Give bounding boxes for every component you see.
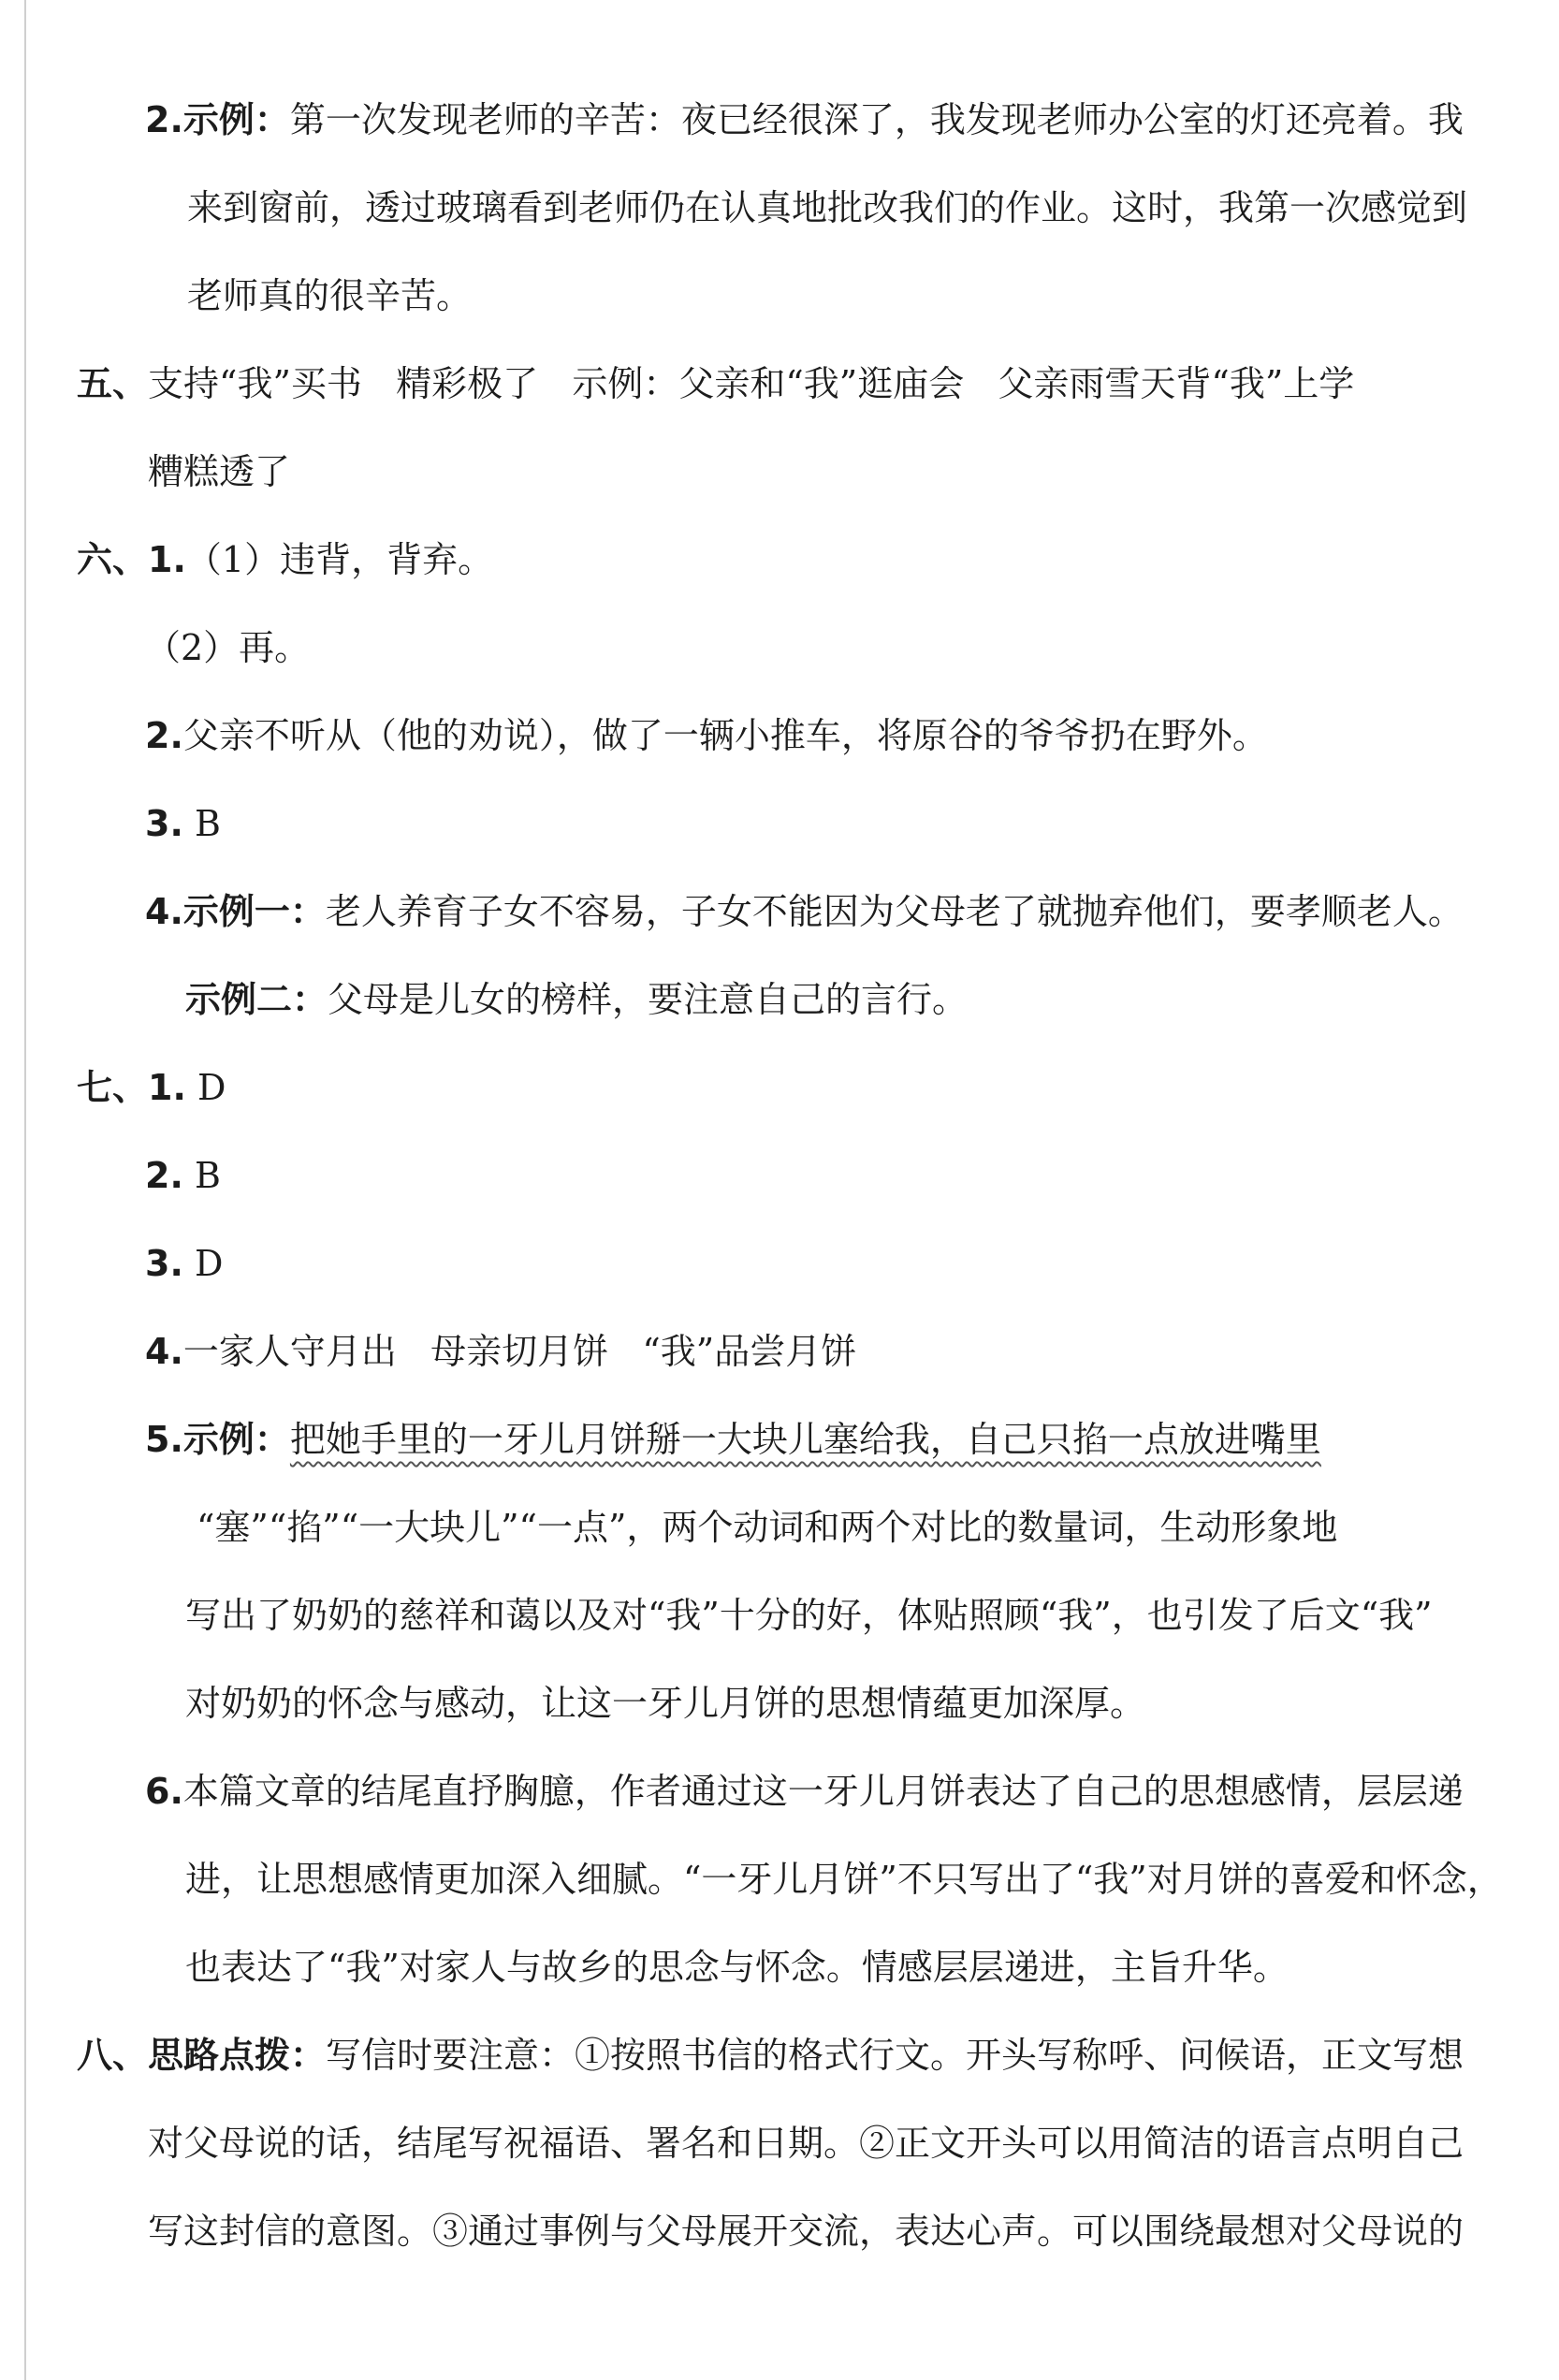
section-7-q2 bbox=[145, 1153, 221, 1198]
item-number: 3. bbox=[145, 803, 183, 844]
answer-text: B bbox=[194, 1155, 221, 1196]
section-6-q4-line2 bbox=[185, 977, 968, 1022]
section-7-q1 bbox=[77, 1065, 226, 1110]
example-label: 示例： bbox=[182, 99, 290, 140]
section-7-q3 bbox=[145, 1241, 223, 1286]
item-number: 2. bbox=[145, 99, 183, 140]
section-5-line2: 糟糕透了 bbox=[148, 451, 291, 492]
item-number: 3. bbox=[145, 1243, 183, 1284]
hint-label: 思路点拨： bbox=[148, 2035, 327, 2076]
section-7-q6-line1 bbox=[145, 1769, 1464, 1814]
section-8-line3: 写这封信的意图。③通过事例与父母展开交流，表达心声。可以围绕最想对父母说的 bbox=[148, 2211, 1464, 2252]
section-7-q6-line2: 进，让思想感情更加深入细腻。“一牙儿月饼”不只写出了“我”对月饼的喜爱和怀念， bbox=[185, 1859, 1503, 1900]
example-label: 示例二： bbox=[185, 979, 328, 1020]
answer-text: B bbox=[194, 803, 221, 844]
section-marker: 五、 bbox=[77, 363, 149, 404]
item-number: 1. bbox=[148, 1067, 186, 1108]
section-6-q3 bbox=[145, 801, 221, 846]
example-label: 示例： bbox=[182, 1419, 290, 1460]
page-margin-rule bbox=[24, 0, 26, 2380]
item-number: 2. bbox=[145, 715, 183, 756]
section-7-q4 bbox=[145, 1329, 856, 1374]
answer-text: （1）违背，背弃。 bbox=[185, 539, 494, 580]
answer-text: 本篇文章的结尾直抒胸臆，作者通过这一牙儿月饼表达了自己的思想感情，层层递 bbox=[182, 1771, 1464, 1812]
answer-text: 老人养育子女不容易，子女不能因为父母老了就抛弃他们，要孝顺老人。 bbox=[325, 891, 1464, 932]
section-marker: 七、 bbox=[77, 1067, 149, 1108]
section-7-q5-line1 bbox=[145, 1417, 1321, 1462]
answer-text: 父亲不听从（他的劝说），做了一辆小推车，将原谷的爷爷扔在野外。 bbox=[182, 715, 1268, 756]
answer-text: 第一次发现老师的辛苦：夜已经很深了，我发现老师办公室的灯还亮着。我 bbox=[289, 99, 1464, 140]
answer-text: D bbox=[197, 1067, 226, 1108]
section-5-line1 bbox=[77, 361, 1354, 406]
item-number: 4. bbox=[145, 1331, 183, 1372]
section-marker: 八、 bbox=[77, 2035, 149, 2076]
answer-text: 父母是儿女的榜样，要注意自己的言行。 bbox=[328, 979, 969, 1020]
answer-text: D bbox=[194, 1243, 224, 1284]
section-7-q5-line4: 对奶奶的怀念与感动，让这一牙儿月饼的思想情蕴更加深厚。 bbox=[185, 1683, 1146, 1724]
answer-text: 写信时要注意：①按照书信的格式行文。开头写称呼、问候语，正文写想 bbox=[326, 2035, 1464, 2076]
section-7-q6-line3: 也表达了“我”对家人与故乡的思念与怀念。情感层层递进，主旨升华。 bbox=[185, 1947, 1289, 1988]
item-4-2-line3: 老师真的很辛苦。 bbox=[187, 275, 473, 316]
item-number: 5. bbox=[145, 1419, 183, 1460]
item-number: 2. bbox=[145, 1155, 183, 1196]
section-6-q1 bbox=[77, 537, 493, 582]
section-8-line2: 对父母说的话，结尾写祝福语、署名和日期。②正文开头可以用简洁的语言点明自己 bbox=[148, 2123, 1464, 2164]
answer-text: 一家人守月出 母亲切月饼 “我”品尝月饼 bbox=[182, 1331, 857, 1372]
item-4-2-line1 bbox=[145, 97, 1464, 142]
answer-text: 支持“我”买书 精彩极了 示例：父亲和“我”逛庙会 父亲雨雪天背“我”上学 bbox=[148, 363, 1355, 404]
item-4-2-line2: 来到窗前，透过玻璃看到老师仍在认真地批改我们的作业。这时，我第一次感觉到 bbox=[187, 187, 1468, 228]
example-label: 示例一： bbox=[182, 891, 326, 932]
item-number: 1. bbox=[148, 539, 186, 580]
section-7-q5-line3: 写出了奶奶的慈祥和蔼以及对“我”十分的好，体贴照顾“我”，也引发了后文“我” bbox=[185, 1595, 1433, 1636]
section-6-q4-line1 bbox=[145, 889, 1464, 934]
item-number: 4. bbox=[145, 891, 183, 932]
section-7-q5-line2: “塞”“掐”“一大块儿”“一点”，两个动词和两个对比的数量词，生动形象地 bbox=[197, 1507, 1338, 1548]
section-8-line1 bbox=[77, 2033, 1464, 2078]
section-6-q2 bbox=[145, 713, 1268, 758]
section-marker: 六、 bbox=[77, 539, 149, 580]
section-6-q1-line2: （2）再。 bbox=[145, 627, 311, 668]
quoted-sentence: 把她手里的一牙儿月饼掰一大块儿塞给我，自己只掐一点放进嘴里 bbox=[289, 1419, 1321, 1460]
item-number: 6. bbox=[145, 1771, 183, 1812]
